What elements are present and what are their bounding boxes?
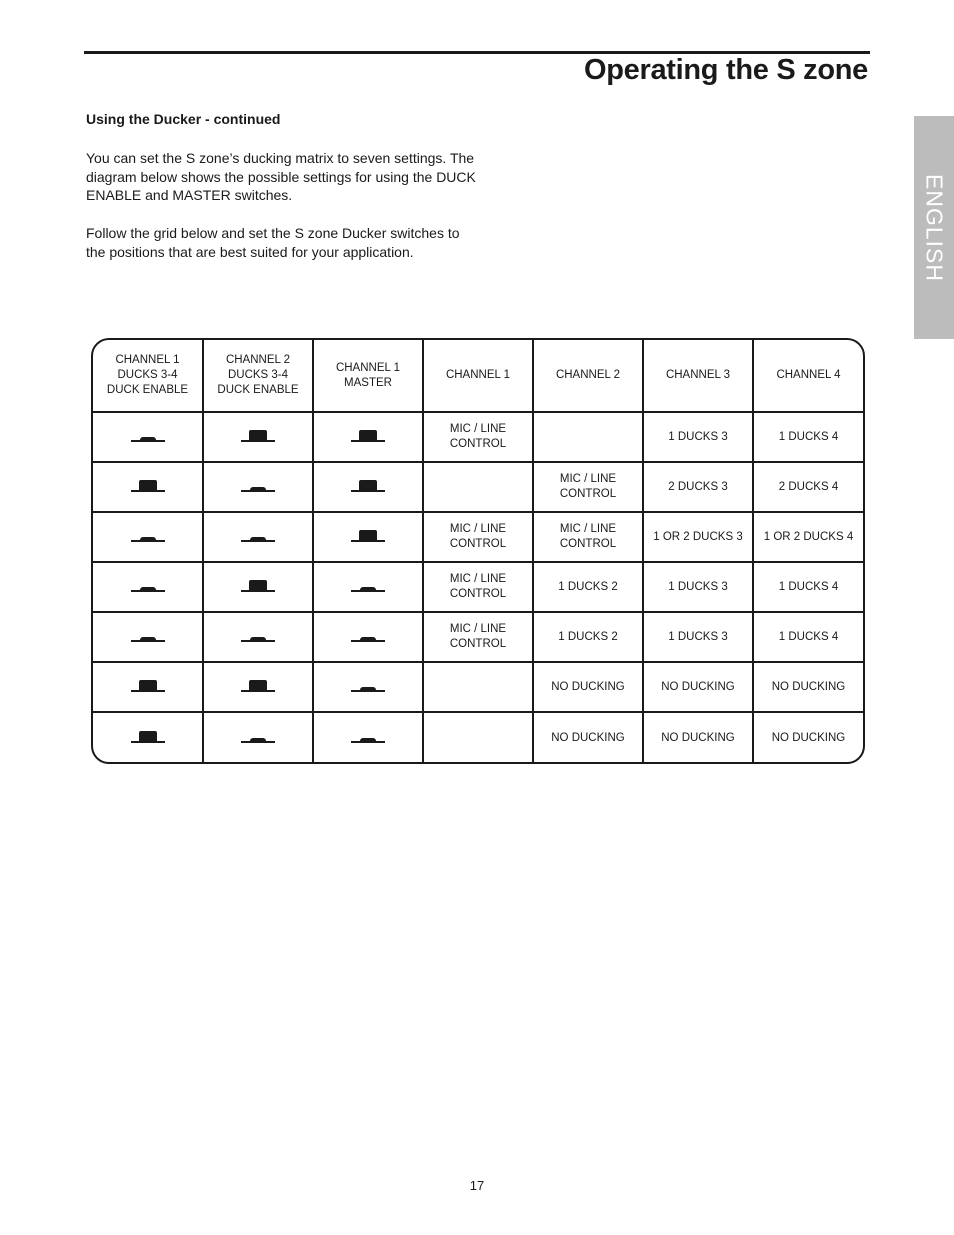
switch-cell (313, 512, 423, 562)
matrix-cell: NO DUCKING (643, 712, 753, 764)
switch-cell (93, 512, 203, 562)
switch-cell (313, 612, 423, 662)
switch-knob (360, 687, 376, 691)
switch-knob (250, 637, 266, 641)
switch-knob (360, 587, 376, 591)
switch-cell (93, 612, 203, 662)
switch-up-icon (131, 727, 165, 745)
switch-knob (140, 437, 156, 441)
matrix-header-cell: CHANNEL 2 DUCKS 3-4 DUCK ENABLE (203, 340, 313, 412)
switch-cell (93, 712, 203, 764)
switch-down-icon (131, 626, 165, 644)
matrix-row (93, 562, 863, 612)
matrix-cell: 1 OR 2 DUCKS 3 (643, 512, 753, 562)
switch-down-icon (241, 626, 275, 644)
matrix-cell (423, 712, 533, 764)
matrix-cell: 1 DUCKS 4 (753, 562, 863, 612)
page-number: 17 (469, 1178, 485, 1193)
switch-down-icon (131, 576, 165, 594)
switch-up-icon (351, 426, 385, 444)
matrix-row (93, 512, 863, 562)
switch-knob (140, 637, 156, 641)
language-tab-label: ENGLISH (921, 173, 948, 282)
matrix-cell: 1 DUCKS 3 (643, 562, 753, 612)
matrix-cell: MIC / LINE CONTROL (533, 462, 643, 512)
switch-knob (360, 637, 376, 641)
matrix-row (93, 412, 863, 462)
matrix-row (93, 662, 863, 712)
matrix-cell (423, 662, 533, 712)
matrix-cell: NO DUCKING (533, 662, 643, 712)
switch-cell (313, 712, 423, 764)
matrix-header-row (93, 340, 863, 412)
switch-up-icon (241, 576, 275, 594)
matrix-header-cell: CHANNEL 1 MASTER (313, 340, 423, 412)
matrix-cell: NO DUCKING (753, 712, 863, 764)
switch-cell (203, 512, 313, 562)
ducking-matrix-table (93, 340, 863, 764)
matrix-row (93, 712, 863, 764)
switch-knob (250, 738, 266, 742)
switch-cell (93, 662, 203, 712)
switch-knob (359, 480, 377, 491)
switch-cell (93, 462, 203, 512)
switch-cell (93, 562, 203, 612)
switch-down-icon (241, 526, 275, 544)
matrix-cell: 1 DUCKS 3 (643, 612, 753, 662)
matrix-row (93, 612, 863, 662)
switch-knob (359, 430, 377, 441)
matrix-header-cell: CHANNEL 3 (643, 340, 753, 412)
switch-knob (249, 430, 267, 441)
switch-down-icon (351, 576, 385, 594)
matrix-cell: NO DUCKING (643, 662, 753, 712)
page-title: Operating the S zone (583, 54, 868, 86)
matrix-cell: 1 DUCKS 2 (533, 562, 643, 612)
switch-up-icon (241, 676, 275, 694)
switch-down-icon (351, 626, 385, 644)
matrix-cell: 2 DUCKS 4 (753, 462, 863, 512)
matrix-cell: MIC / LINE CONTROL (423, 562, 533, 612)
switch-knob (249, 580, 267, 591)
matrix-header-cell: CHANNEL 1 DUCKS 3-4 DUCK ENABLE (93, 340, 203, 412)
switch-knob (360, 738, 376, 742)
switch-cell (203, 562, 313, 612)
switch-up-icon (351, 476, 385, 494)
switch-knob (139, 731, 157, 742)
matrix-cell: NO DUCKING (533, 712, 643, 764)
switch-up-icon (131, 676, 165, 694)
matrix-cell (423, 462, 533, 512)
switch-cell (313, 412, 423, 462)
switch-cell (203, 462, 313, 512)
matrix-cell: 1 DUCKS 3 (643, 412, 753, 462)
matrix-cell: MIC / LINE CONTROL (533, 512, 643, 562)
switch-cell (203, 612, 313, 662)
matrix-cell: MIC / LINE CONTROL (423, 512, 533, 562)
switch-cell (203, 712, 313, 764)
ducking-matrix (91, 338, 865, 764)
switch-knob (140, 587, 156, 591)
section-heading: Using the Ducker - continued (86, 111, 281, 127)
matrix-header-cell: CHANNEL 1 (423, 340, 533, 412)
switch-knob (359, 530, 377, 541)
switch-cell (93, 412, 203, 462)
switch-knob (139, 480, 157, 491)
switch-knob (139, 680, 157, 691)
switch-down-icon (241, 727, 275, 745)
switch-up-icon (351, 526, 385, 544)
switch-cell (313, 562, 423, 612)
switch-knob (249, 680, 267, 691)
matrix-cell: 1 DUCKS 4 (753, 412, 863, 462)
switch-knob (250, 487, 266, 491)
matrix-header-cell: CHANNEL 4 (753, 340, 863, 412)
switch-knob (250, 537, 266, 541)
matrix-cell: 2 DUCKS 3 (643, 462, 753, 512)
matrix-cell: MIC / LINE CONTROL (423, 412, 533, 462)
matrix-cell: 1 DUCKS 4 (753, 612, 863, 662)
matrix-header-cell: CHANNEL 2 (533, 340, 643, 412)
switch-down-icon (241, 476, 275, 494)
switch-up-icon (131, 476, 165, 494)
matrix-cell: MIC / LINE CONTROL (423, 612, 533, 662)
switch-cell (313, 662, 423, 712)
matrix-cell: NO DUCKING (753, 662, 863, 712)
language-tab (914, 116, 954, 339)
switch-down-icon (131, 526, 165, 544)
switch-cell (313, 462, 423, 512)
matrix-cell: 1 DUCKS 2 (533, 612, 643, 662)
switch-cell (203, 662, 313, 712)
intro-paragraph: You can set the S zone’s ducking matrix to seven settings. The diagram below shows the possible settings for using the DUCK ENABLE and MASTER switches. (86, 150, 476, 203)
switch-knob (140, 537, 156, 541)
switch-cell (203, 412, 313, 462)
switch-down-icon (351, 676, 385, 694)
switch-down-icon (351, 727, 385, 745)
matrix-row (93, 462, 863, 512)
matrix-cell (533, 412, 643, 462)
matrix-cell: 1 OR 2 DUCKS 4 (753, 512, 863, 562)
switch-down-icon (131, 426, 165, 444)
switch-up-icon (241, 426, 275, 444)
instruction-paragraph: Follow the grid below and set the S zone Ducker switches to the positions that are best suited for your application. (86, 225, 460, 260)
